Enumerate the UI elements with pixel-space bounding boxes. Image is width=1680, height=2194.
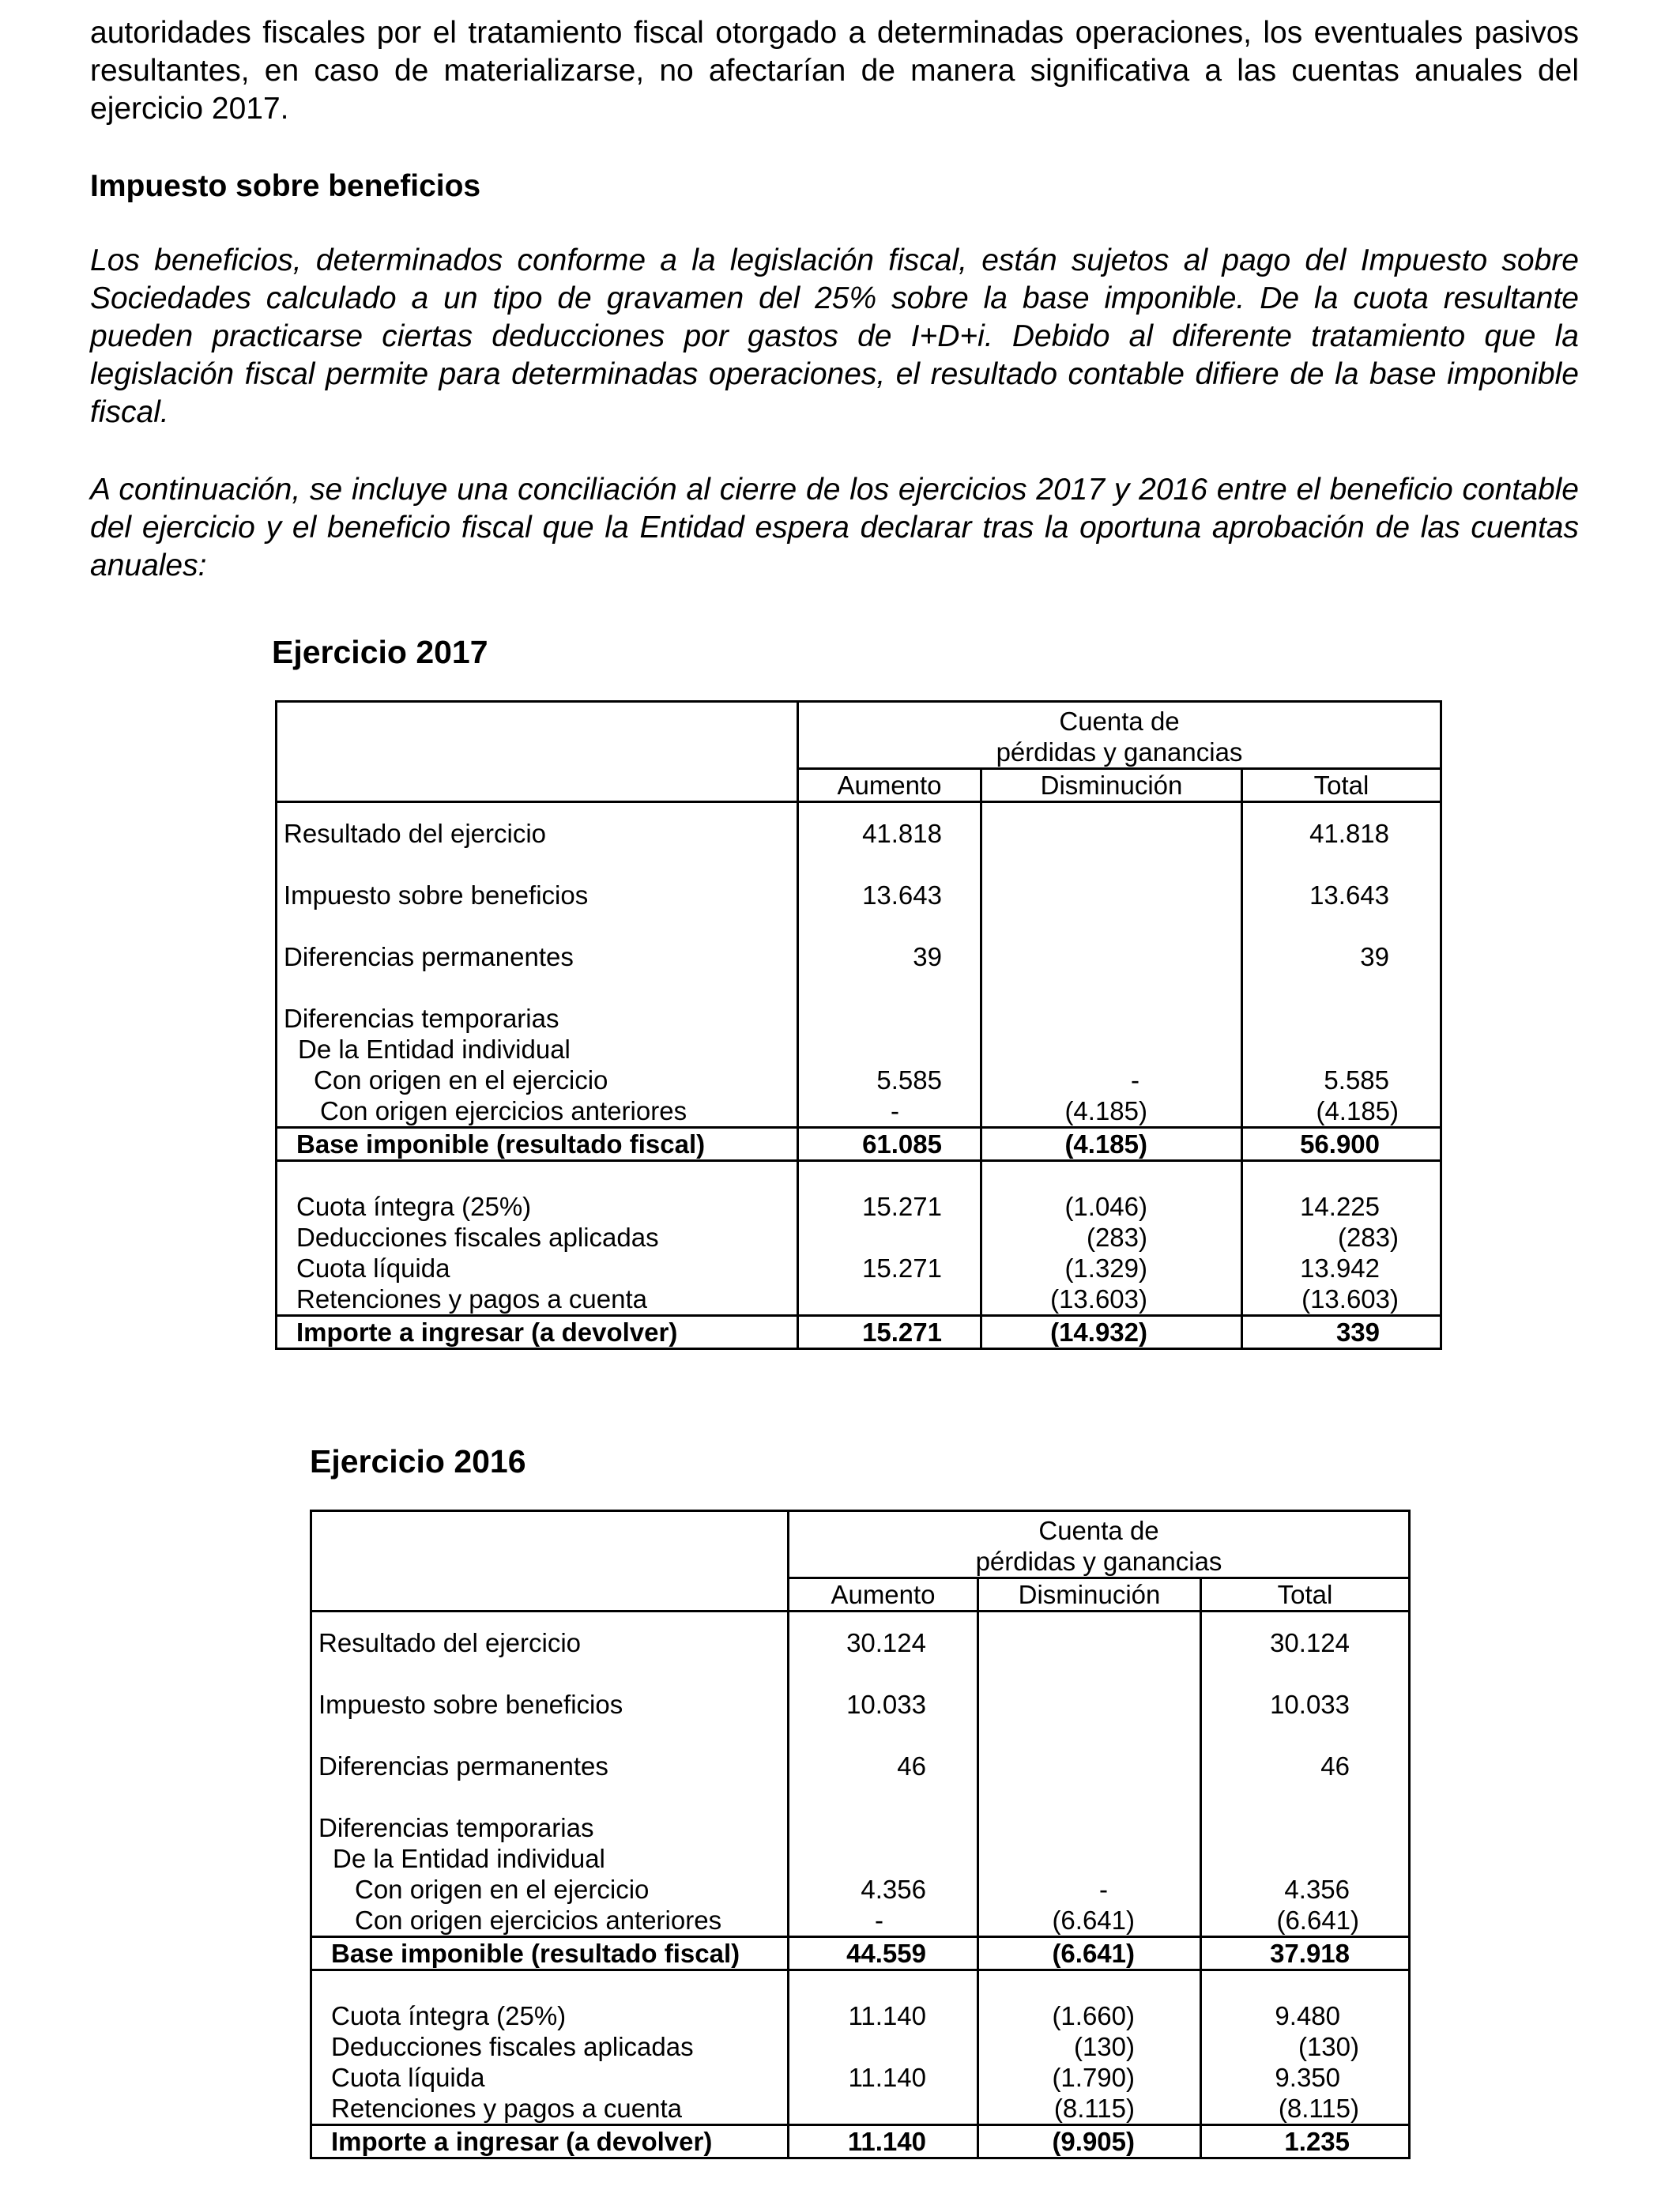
table-row: Diferencias permanentes 46 46 [311,1751,1410,1781]
table-row: Diferencias permanentes 39 39 [277,941,1441,972]
table-row: De la Entidad individual [311,1843,1410,1874]
table-row: Con origen ejercicios anteriores - (4.185) (4.185) [277,1095,1441,1128]
table-row: Con origen en el ejercicio 4.356 - 4.356 [311,1874,1410,1905]
table-row: Impuesto sobre beneficios 13.643 13.643 [277,880,1441,910]
reconciliation-table-2017 [275,700,1442,1350]
table-row: Cuota íntegra (25%) 11.140 (1.660) 9.480 [311,2000,1410,2031]
col-header-disminucion: Disminución [981,769,1242,802]
paragraph-tax-description: Los beneficios, determinados conforme a la legislación fiscal, están sujetos al pago del Impuesto sobre Sociedades calculado a un tipo de gravamen del 25% sobre la base imponible. De la cuota resultante pueden practicarse ciertas deducciones por gastos de I+D+i. Debido al diferente tratamiento que la legislación fiscal permite para determinadas operaciones, el resultado contable difiere de la base imponible fiscal. [90,243,1579,429]
col-header-aumento: Aumento [789,1578,978,1612]
paragraph-intro: autoridades fiscales por el tratamiento fiscal otorgado a determinadas operaciones, los eventuales pasivos resultantes, en caso de materializarse, no afectarían de manera significativa a las cuentas anuales del ejercicio 2017. [90,16,1579,126]
table-row: Cuota íntegra (25%) 15.271 (1.046) 14.225 [277,1191,1441,1222]
col-header-total: Total [1242,769,1441,802]
table-row-total: Importe a ingresar (a devolver) 15.271 (14.932) 339 [277,1316,1441,1349]
table-row: Deducciones fiscales aplicadas (283) (283) [277,1222,1441,1253]
group-header: Cuenta de pérdidas y ganancias [798,702,1441,769]
table-row: Cuota líquida 15.271 (1.329) 13.942 [277,1253,1441,1284]
table-title-2016: Ejercicio 2016 [310,1443,526,1480]
table-row-total: Base imponible (resultado fiscal) 61.085 (4.185) 56.900 [277,1127,1441,1160]
table-row-total: Base imponible (resultado fiscal) 44.559 (6.641) 37.918 [311,1936,1410,1970]
col-header-total: Total [1201,1578,1410,1612]
table-row: Impuesto sobre beneficios 10.033 10.033 [311,1689,1410,1720]
table-row: Resultado del ejercicio 30.124 30.124 [311,1627,1410,1658]
table-row: Resultado del ejercicio 41.818 41.818 [277,818,1441,849]
table-row: Retenciones y pagos a cuenta (8.115) (8.115) [311,2093,1410,2125]
table-title-2017: Ejercicio 2017 [272,634,488,670]
group-header: Cuenta de pérdidas y ganancias [789,1511,1410,1578]
reconciliation-table-2016 [310,1510,1411,2159]
table-row-total: Importe a ingresar (a devolver) 11.140 (9.905) 1.235 [311,2125,1410,2158]
header-blank [277,702,798,802]
paragraph-reconciliation-intro: A continuación, se incluye una conciliación al cierre de los ejercicios 2017 y 2016 entre el beneficio contable del ejercicio y el beneficio fiscal que la Entidad espera declarar tras la oportuna aprobación de las cuentas anuales: [90,473,1579,582]
header-blank [311,1511,789,1612]
section-heading: Impuesto sobre beneficios [90,169,481,203]
table-row: De la Entidad individual [277,1034,1441,1065]
table-row: Cuota líquida 11.140 (1.790) 9.350 [311,2062,1410,2093]
table-row: Diferencias temporarias [311,1812,1410,1843]
table-row: Con origen ejercicios anteriores - (6.641) (6.641) [311,1905,1410,1937]
col-header-disminucion: Disminución [978,1578,1201,1612]
table-row: Con origen en el ejercicio 5.585 - 5.585 [277,1065,1441,1095]
table-row: Retenciones y pagos a cuenta (13.603) (13.603) [277,1284,1441,1316]
table-row: Diferencias temporarias [277,1003,1441,1034]
col-header-aumento: Aumento [798,769,981,802]
table-row: Deducciones fiscales aplicadas (130) (130) [311,2031,1410,2062]
